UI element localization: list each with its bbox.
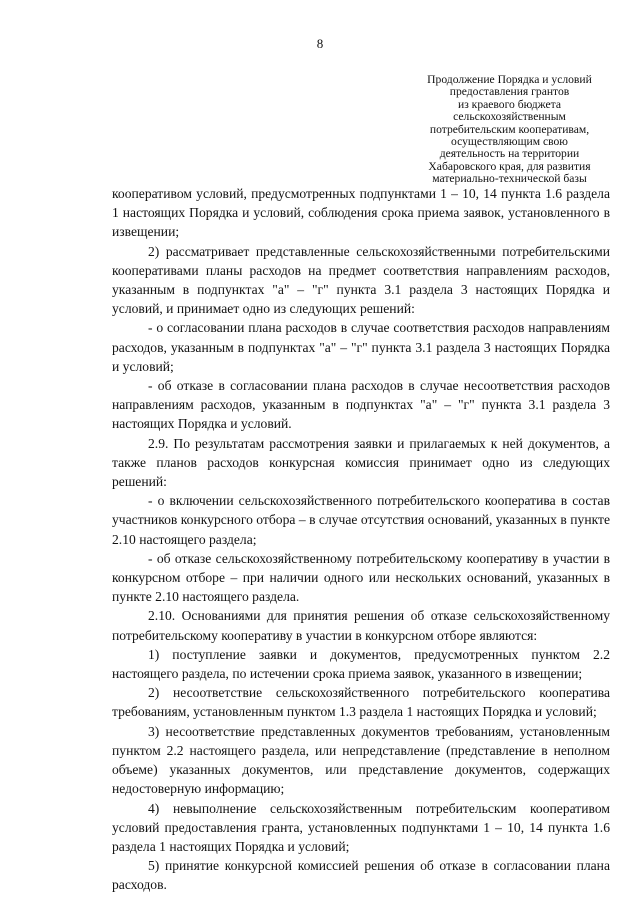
paragraph-dash-refuse-participation: - об отказе сельскохозяйственному потребительскому кооперативу в участии в конкурсном отборе – при наличии одного или нескольких оснований, указанных в пункте 2.10 настоящего раздела. bbox=[112, 550, 610, 605]
paragraph-ground-3: 3) несоответствие представленных документов требованиям, установленным пунктом 2.2 настоящего раздела, или непредставление (представление в неполном объеме) указанных документов, или представление документов, содержащих недостоверную информацию; bbox=[112, 723, 610, 797]
paragraph-continuation: кооперативом условий, предусмотренных подпунктами 1 – 10, 14 пункта 1.6 раздела 1 настоящих Порядка и условий, соблюдения срока приема заявок, установленного в извещении; bbox=[112, 186, 610, 240]
header-line: осуществляющим свою bbox=[451, 135, 568, 149]
header-line: Хабаровского края, для развития bbox=[428, 159, 591, 173]
paragraph-ground-1: 1) поступление заявки и документов, предусмотренных пунктом 2.2 настоящего раздела, по истечении срока приема заявок, указанного в извещении; bbox=[112, 646, 610, 682]
paragraph-dash-refuse-plan: - об отказе в согласовании плана расходов в случае несоответствия расходов направлениям расходов, указанным в подпунктах "а" – "г" пункта 3.1 раздела 3 настоящих Порядка и условий. bbox=[112, 378, 610, 432]
header-line: Продолжение Порядка и условий bbox=[427, 73, 592, 86]
header-line: из краевого бюджета bbox=[458, 97, 561, 111]
page-number: 8 bbox=[316, 36, 324, 51]
paragraph-item-2: 2) рассматривает представленные сельскохозяйственными потребительскими кооперативами планы расходов на предмет соответствия направлениям расходов, указанным в подпунктах "а" – "г" пункта 3.1 раздела 3 настоящих Порядка и условий, и принимает одно из следующих решений: bbox=[112, 243, 610, 317]
header-line: предоставления грантов bbox=[449, 85, 570, 99]
paragraph-section-2-10: 2.10. Основаниями для принятия решения об отказе сельскохозяйственному потребительскому кооперативу в участии в конкурсном отборе являются: bbox=[112, 608, 610, 643]
document-header-note bbox=[392, 74, 627, 186]
paragraph-dash-approve-plan: - о согласовании плана расходов в случае соответствия расходов направлениям расходов, указанным в подпунктах "а" – "г" пункта 3.1 раздела 3 настоящих Порядка и условий; bbox=[112, 320, 610, 374]
paragraph-ground-2: 2) несоответствие сельскохозяйственного потребительского кооператива требованиям, установленным пунктом 1.3 раздела 1 настоящих Порядка и условий; bbox=[112, 685, 610, 720]
paragraph-ground-5: 5) принятие конкурсной комиссией решения об отказе в согласовании плана расходов. bbox=[112, 858, 610, 893]
paragraph-dash-include: - о включении сельскохозяйственного потребительского кооператива в состав участников конкурсного отбора – в случае отсутствия оснований, указанных в пункте 2.10 настоящего раздела; bbox=[112, 493, 610, 547]
paragraph-ground-4: 4) невыполнение сельскохозяйственным потребительским кооперативом условий предоставления гранта, установленных подпунктами 1 – 10, 14 пункта 1.6 раздела 1 настоящих Порядка и условий; bbox=[112, 800, 610, 854]
document-body bbox=[112, 184, 610, 895]
header-line: сельскохозяйственным bbox=[453, 110, 566, 124]
paragraph-section-2-9: 2.9. По результатам рассмотрения заявки и прилагаемых к ней документов, а также планов расходов конкурсная комиссия принимает одно из следующих решений: bbox=[112, 435, 610, 490]
header-line: деятельность на территории bbox=[439, 147, 580, 161]
header-line: материально-технической базы bbox=[432, 172, 587, 186]
header-line: потребительским кооперативам, bbox=[429, 122, 590, 136]
